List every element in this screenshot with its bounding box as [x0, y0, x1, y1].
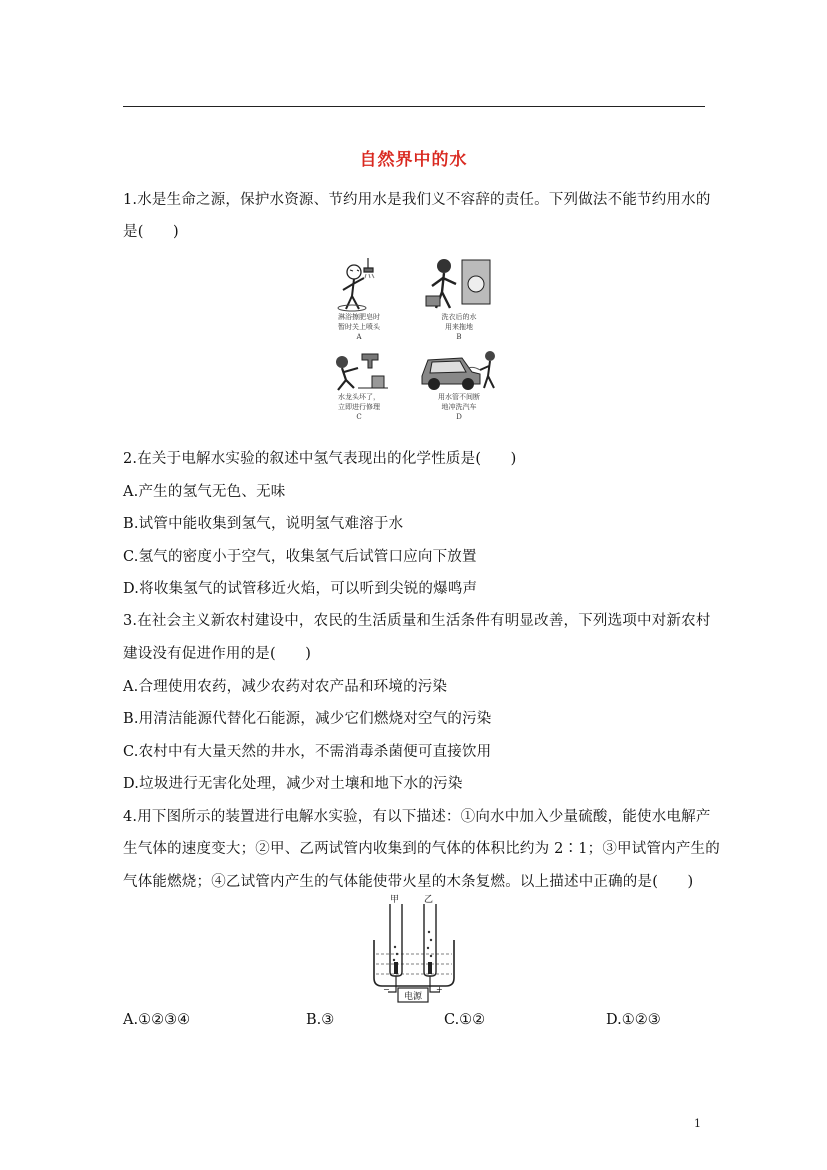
caption-line: 立即进行修理	[338, 403, 380, 411]
faucet-repair-icon	[328, 348, 392, 392]
q2-option-c: C.氢气的密度小于空气，收集氢气后试管口应向下放置	[123, 549, 477, 565]
q3-stem-line-2: 建设没有促进作用的是( )	[123, 646, 312, 662]
q1-caption-c	[322, 392, 396, 422]
q2-option-b: B.试管中能收集到氢气，说明氢气难溶于水	[123, 516, 404, 532]
q1-figure	[322, 254, 502, 430]
q3-option-c: C.农村中有大量天然的井水，不需消毒杀菌便可直接饮用	[123, 744, 492, 760]
q2-stem: 2.在关于电解水实验的叙述中氢气表现出的化学性质是( )	[123, 451, 517, 467]
q3-option-a: A.合理使用农药，减少农药对农产品和环境的污染	[123, 679, 448, 695]
q4-option-b: B.③	[306, 1012, 335, 1028]
q1-caption-d	[422, 392, 496, 422]
electrolysis-figure	[364, 892, 464, 1004]
q1-caption-b	[422, 312, 496, 342]
q3-option-b: B.用清洁能源代替化石能源，减少它们燃烧对空气的污染	[123, 711, 492, 727]
q4-stem-line-3: 气体能燃烧；④乙试管内产生的气体能使带火星的木条复燃。以上描述中正确的是( )	[123, 874, 694, 890]
q4-stem-line-1: 4.用下图所示的装置进行电解水实验，有以下描述：①向水中加入少量硫酸，能使水电解产	[123, 809, 711, 825]
page-title: 自然界中的水	[359, 150, 468, 170]
caption-line: 用来拖地	[445, 323, 473, 331]
electrolysis-apparatus-diagram	[364, 892, 464, 1004]
header-rule	[123, 106, 705, 107]
shower-icon	[328, 254, 388, 312]
caption-line: 地冲洗汽车	[441, 403, 477, 411]
caption-line: 淋浴擦肥皂时	[338, 313, 380, 321]
q4-option-c: C.①②	[444, 1012, 486, 1028]
q4-stem-line-2: 生气体的速度变大；②甲、乙两试管内收集到的气体的体积比约为 2∶1；③甲试管内产生的	[123, 841, 720, 857]
page-number: 1	[694, 1117, 701, 1130]
q1-stem-line-2: 是( )	[123, 224, 179, 240]
caption-line: 用水管不间断	[438, 393, 480, 401]
q2-option-d: D.将收集氢气的试管移近火焰，可以听到尖锐的爆鸣声	[123, 581, 478, 597]
washing-icon	[422, 254, 494, 312]
tube-label-yi: 乙	[424, 895, 434, 905]
car-wash-icon	[418, 346, 502, 392]
caption-line: 洗衣后的水	[441, 313, 477, 321]
tube-label-jia: 甲	[390, 895, 400, 905]
q4-option-d: D.①②③	[606, 1012, 661, 1028]
q4-option-a: A.①②③④	[123, 1012, 191, 1028]
q2-option-a: A.产生的氢气无色、无味	[123, 484, 286, 500]
minus-sign: −	[383, 985, 390, 994]
q1-stem-line-1: 1.水是生命之源，保护水资源、节约用水是我们义不容辞的责任。下列做法不能节约用水的	[123, 192, 711, 208]
plus-sign: +	[436, 985, 443, 994]
caption-letter: C	[356, 413, 362, 421]
caption-letter: B	[456, 333, 462, 341]
caption-line: 水龙头坏了，	[338, 393, 380, 401]
q1-caption-a	[322, 312, 396, 342]
power-source-label: 电源	[403, 992, 422, 1002]
caption-letter: A	[356, 333, 362, 341]
caption-line: 暂时关上喷头	[338, 323, 380, 331]
q3-option-d: D.垃圾进行无害化处理，减少对土壤和地下水的污染	[123, 776, 463, 792]
caption-letter: D	[456, 413, 462, 421]
q3-stem-line-1: 3.在社会主义新农村建设中，农民的生活质量和生活条件有明显改善，下列选项中对新农村	[123, 613, 711, 629]
